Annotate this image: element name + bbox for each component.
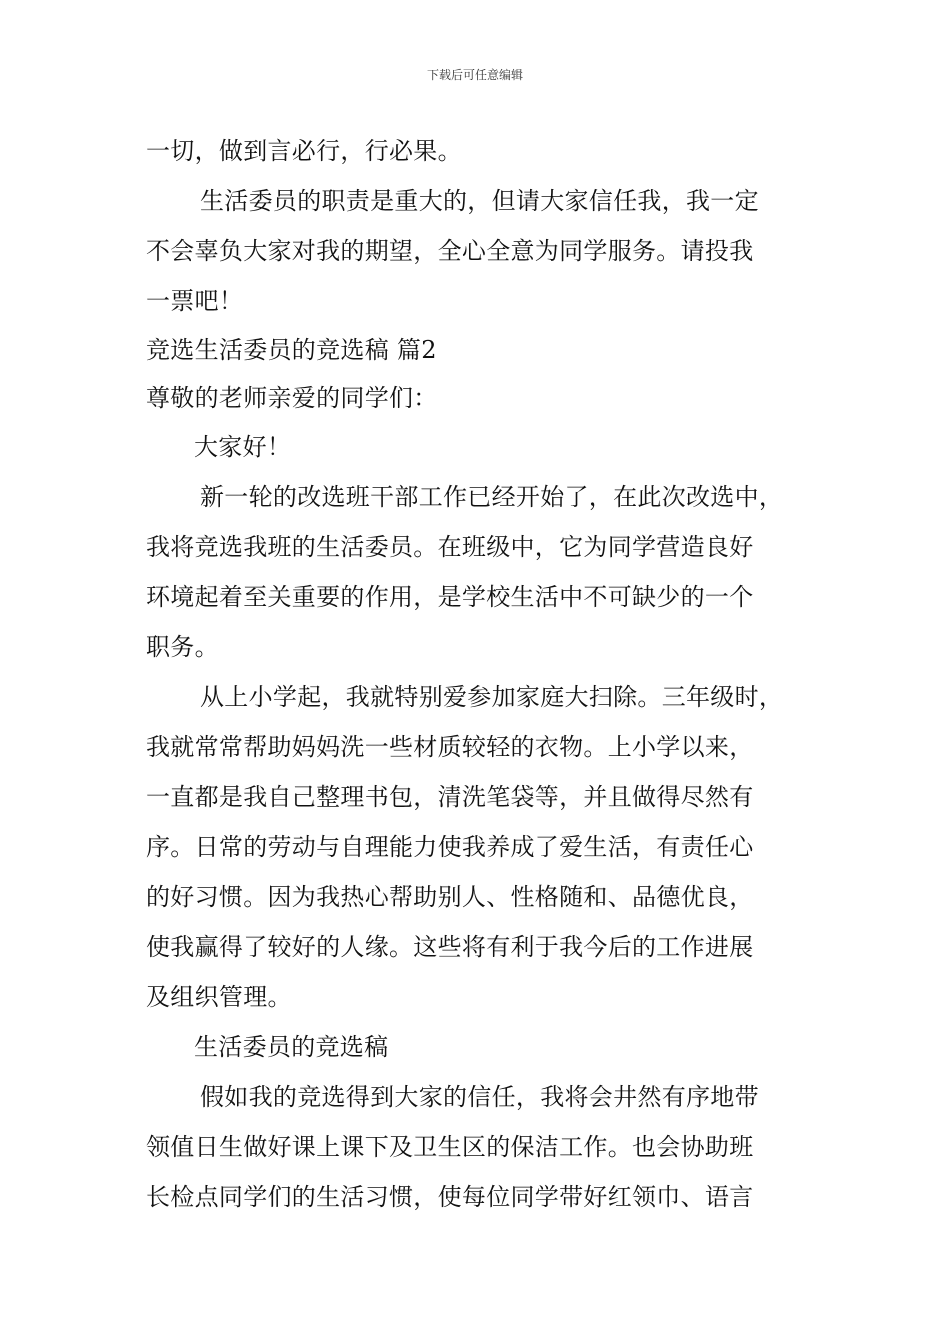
salutation: 尊敬的老师亲爱的同学们： (146, 384, 438, 412)
text-line: 不会辜负大家对我的期望，全心全意为同学服务。请投我 (146, 237, 754, 265)
text-line: 我就常常帮助妈妈洗一些材质较轻的衣物。上小学以来， (146, 733, 754, 761)
text-line: 一直都是我自己整理书包，清洗笔袋等，并且做得尽然有 (146, 783, 754, 811)
text-line: 环境起着至关重要的作用，是学校生活中不可缺少的一个 (146, 583, 754, 611)
subheading: 生活委员的竞选稿 (194, 1033, 389, 1061)
document-body (146, 126, 836, 1222)
text-line: 领值日生做好课上课下及卫生区的保洁工作。也会协助班 (146, 1133, 754, 1161)
greeting: 大家好！ (194, 433, 292, 461)
text-line: 使我赢得了较好的人缘。这些将有利于我今后的工作进展 (146, 933, 754, 961)
text-line: 职务。 (146, 633, 219, 661)
paragraph-start: 新一轮的改选班干部工作已经开始了，在此次改选中， (200, 483, 784, 511)
page-header: 下载后可任意编辑 (426, 68, 523, 82)
text-line: 长检点同学们的生活习惯，使每位同学带好红领巾、语言 (146, 1183, 754, 1211)
text-line: 的好习惯。因为我热心帮助别人、性格随和、品德优良， (146, 883, 754, 911)
paragraph-start: 从上小学起，我就特别爱参加家庭大扫除。三年级时， (200, 683, 784, 711)
paragraph-start: 假如我的竞选得到大家的信任，我将会井然有序地带 (200, 1083, 759, 1111)
text-line: 一票吧！ (146, 287, 244, 315)
paragraph-start: 生活委员的职责是重大的，但请大家信任我，我一定 (200, 187, 759, 215)
text-line: 我将竞选我班的生活委员。在班级中，它为同学营造良好 (146, 533, 754, 561)
section-heading: 竞选生活委员的竞选稿 篇2 (146, 336, 437, 364)
text-line: 及组织管理。 (146, 983, 292, 1011)
text-line: 一切，做到言必行，行必果。 (146, 137, 462, 165)
text-line: 序。日常的劳动与自理能力使我养成了爱生活，有责任心 (146, 833, 754, 861)
